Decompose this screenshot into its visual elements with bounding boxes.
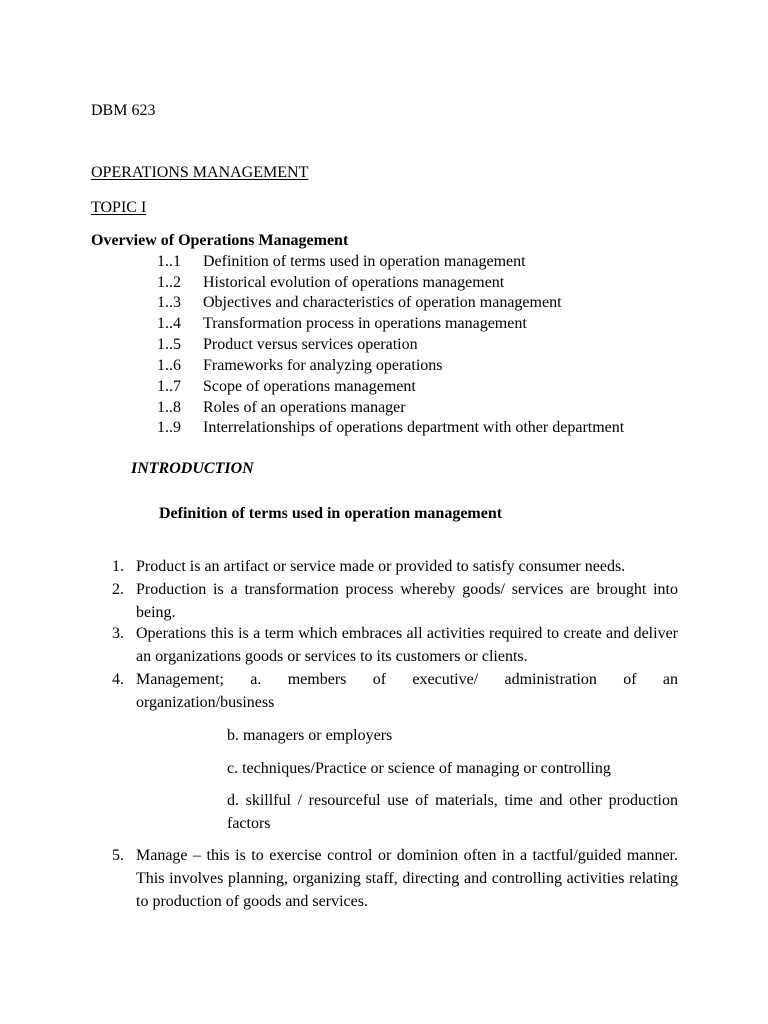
- list-text: Manage – this is to exercise control or dominion often in a tactful/guided manner. This involves planning, organizing staff, directing and controlling activities relating to production of goods and services.: [136, 847, 678, 910]
- toc-text: Scope of operations management: [203, 378, 416, 395]
- introduction-heading: INTRODUCTION: [131, 460, 254, 477]
- toc-number: 1..5: [157, 336, 181, 353]
- toc-number: 1..4: [157, 315, 181, 332]
- list-text: Production is a transformation process whereby goods/ services are brought into being.: [136, 581, 678, 621]
- toc-number: 1..1: [157, 253, 181, 270]
- toc-number: 1..6: [157, 357, 181, 374]
- list-number: 5.: [112, 847, 124, 864]
- toc-text: Interrelationships of operations department with other department: [203, 419, 625, 436]
- toc-text: Roles of an operations manager: [203, 399, 406, 416]
- toc-number: 1..7: [157, 378, 181, 395]
- toc-text: Frameworks for analyzing operations: [203, 357, 443, 374]
- toc-number: 1..8: [157, 399, 181, 416]
- sub-item-d: d. skillful / resourceful use of materials, time and other production factors: [227, 792, 678, 832]
- list-number: 2.: [112, 581, 124, 598]
- toc-text: Definition of terms used in operation management: [203, 253, 526, 270]
- course-code: DBM 623: [91, 102, 156, 119]
- list-text: Operations this is a term which embraces all activities required to create and deliver an organizations goods or services to its customers or clients.: [136, 625, 678, 665]
- toc-number: 1..2: [157, 274, 181, 291]
- list-number: 4.: [112, 671, 124, 688]
- toc-number: 1..3: [157, 294, 181, 311]
- toc-text: Objectives and characteristics of operation management: [203, 294, 562, 311]
- list-number: 3.: [112, 625, 124, 642]
- topic-label: TOPIC I: [91, 199, 147, 216]
- course-title: OPERATIONS MANAGEMENT: [91, 164, 309, 181]
- overview-heading: Overview of Operations Management: [91, 232, 349, 249]
- sub-item-b: b. managers or employers: [227, 727, 393, 744]
- list-number: 1.: [112, 558, 124, 575]
- toc-text: Transformation process in operations management: [203, 315, 527, 332]
- toc-number: 1..9: [157, 419, 181, 436]
- list-text: Management; a. members of executive/ administration of an: [136, 671, 678, 688]
- list-text-continued: organization/business: [136, 694, 275, 711]
- list-text: Product is an artifact or service made or provided to satisfy consumer needs.: [136, 558, 626, 575]
- toc-text: Product versus services operation: [203, 336, 418, 353]
- toc-text: Historical evolution of operations management: [203, 274, 505, 291]
- sub-item-c: c. techniques/Practice or science of managing or controlling: [227, 760, 611, 777]
- definitions-heading: Definition of terms used in operation management: [159, 505, 503, 522]
